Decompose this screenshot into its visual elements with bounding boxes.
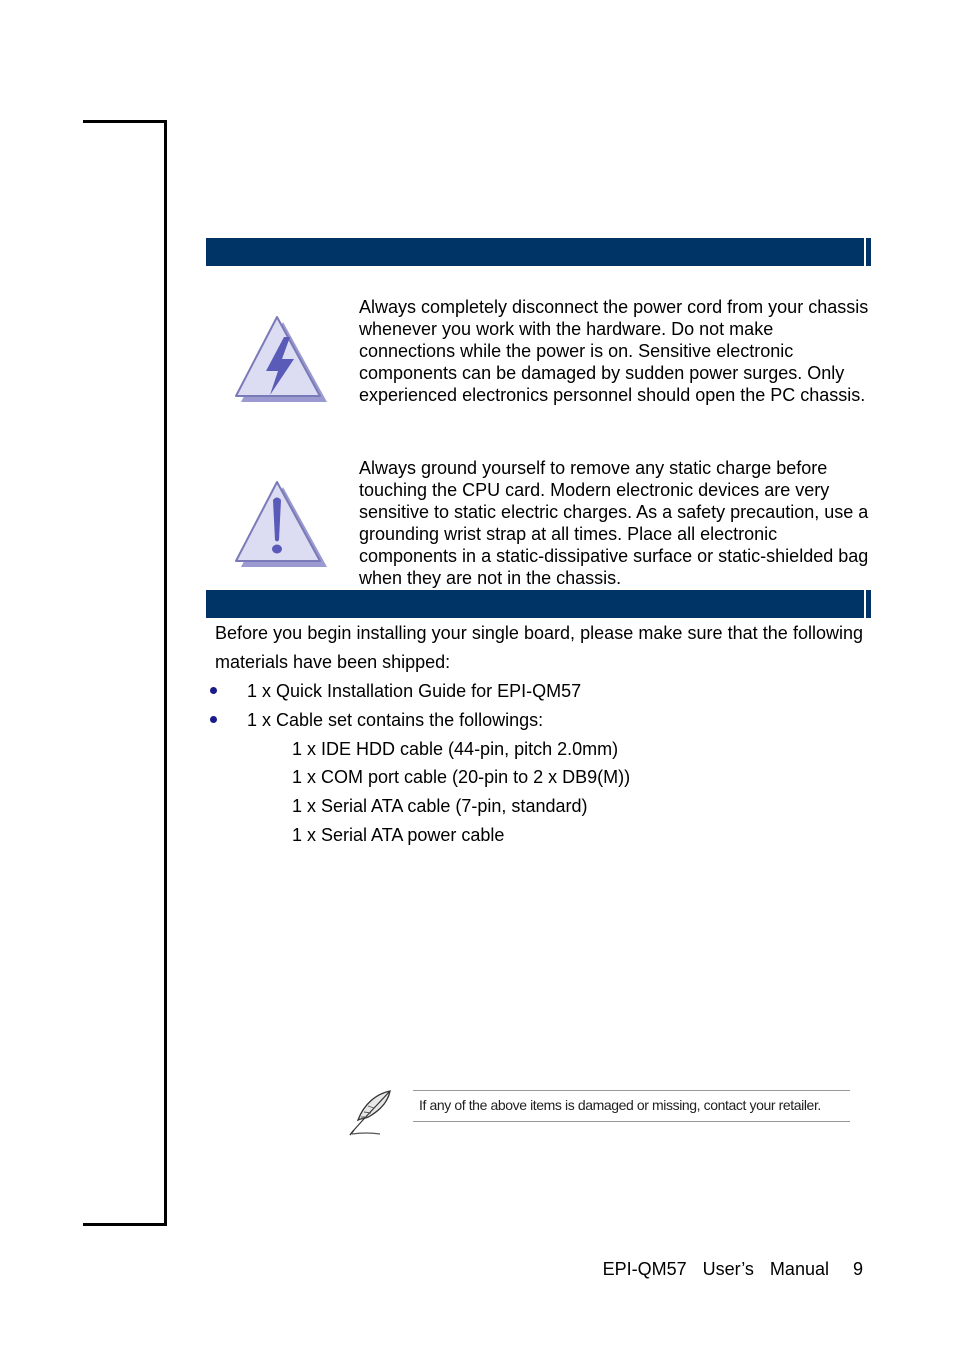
list-item xyxy=(210,706,543,735)
list-item-label: 1 x Quick Installation Guide for EPI-QM57 xyxy=(247,681,582,701)
bullet-icon xyxy=(210,716,217,723)
cable-item: 1 x Serial ATA cable (7-pin, standard) xyxy=(292,796,588,816)
feather-pen-icon xyxy=(346,1088,396,1138)
packing-list-intro: Before you begin installing your single board, please make sure that the following materials have been shipped: xyxy=(215,623,863,672)
side-bracket-vertical xyxy=(164,120,167,1226)
cable-item: 1 x COM port cable (20-pin to 2 x DB9(M)) xyxy=(292,767,631,787)
electric-warning-icon xyxy=(232,313,328,403)
section-header-bar-safety xyxy=(206,238,871,266)
list-item-label: 1 x Cable set contains the followings: xyxy=(247,710,544,730)
bullet-icon xyxy=(210,687,217,694)
list-item xyxy=(210,677,581,706)
warning-text-power: Always completely disconnect the power cord from your chassis whenever you work with the hardware. Do not make connections while the power is on. Sensitive electronic components can be damaged by sudden power surges. Only experienced electronics personnel should open the PC chassis. xyxy=(359,297,869,405)
page-footer: EPI-QM57 User’s Manual 9 xyxy=(602,1259,863,1279)
side-bracket-top xyxy=(83,120,167,123)
cable-item: 1 x IDE HDD cable (44-pin, pitch 2.0mm) xyxy=(292,739,619,759)
note-text: If any of the above items is damaged or missing, contact your retailer. xyxy=(419,1097,821,1113)
cable-item: 1 x Serial ATA power cable xyxy=(292,825,505,845)
note-box xyxy=(413,1090,850,1122)
side-bracket-bottom xyxy=(83,1223,167,1226)
warning-text-static: Always ground yourself to remove any static charge before touching the CPU card. Modern electronic devices are very sensitive to static electric charges. As a safety precaution, use a grounding wrist strap at all times. Place all electronic components in a static-dissipative surface or static-shielded bag when they are not in the chassis. xyxy=(359,458,869,588)
section-header-bar-packing-list xyxy=(206,590,871,618)
caution-exclamation-icon xyxy=(232,478,328,568)
